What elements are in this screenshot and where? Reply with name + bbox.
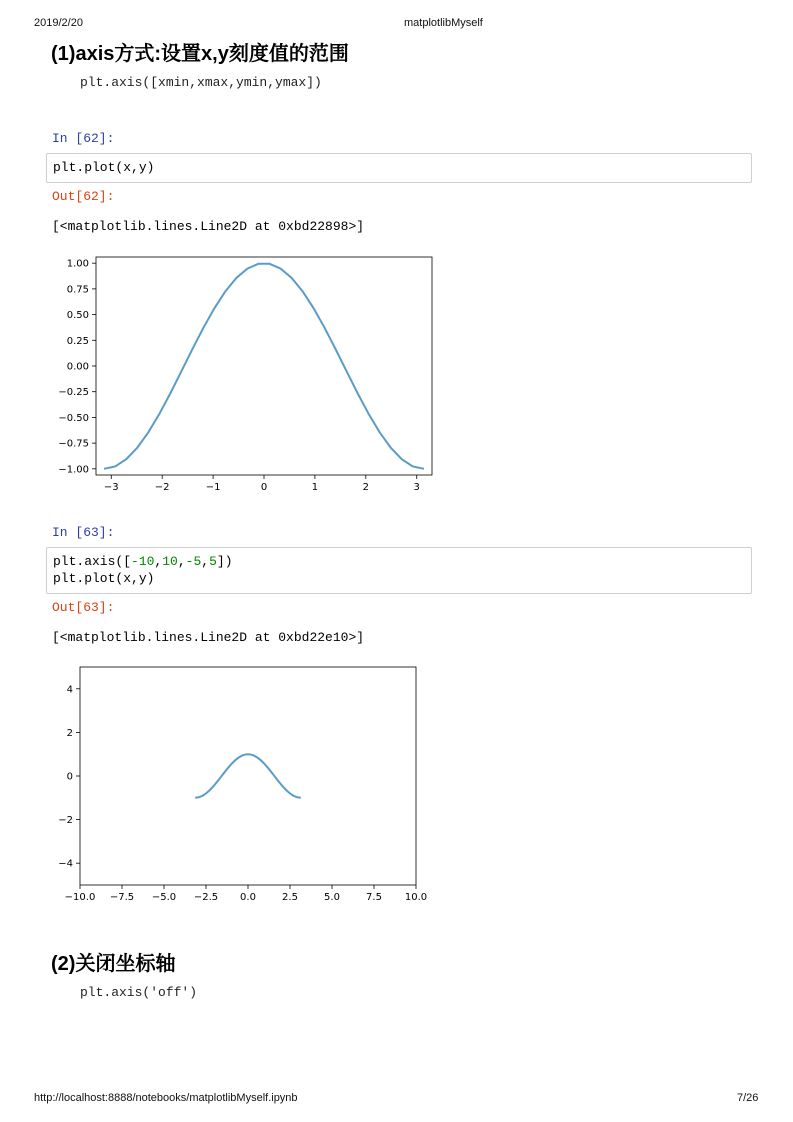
x-tick-label: 3 — [413, 482, 420, 493]
x-tick-label: −2.5 — [193, 892, 219, 903]
print-date: 2019/2/20 — [34, 17, 83, 29]
y-tick-label: −4 — [58, 858, 73, 870]
y-tick-label: 0.25 — [66, 335, 89, 347]
code-line: plt.plot(x,y) — [53, 160, 155, 175]
code-arg: -10 — [131, 554, 155, 569]
x-tick-label: −5.0 — [151, 892, 177, 903]
y-tick-label: −2 — [58, 815, 73, 827]
x-tick-label: 2 — [362, 482, 370, 493]
series-line-cos — [104, 264, 424, 469]
code-cell-62[interactable] — [46, 153, 752, 183]
x-tick-label: −3 — [103, 482, 119, 493]
print-title: matplotlibMyself — [404, 17, 483, 29]
code-arg: 10 — [162, 554, 178, 569]
x-tick-label: −2 — [154, 482, 170, 493]
x-tick-label: 0 — [260, 482, 268, 493]
y-tick-label: 4 — [66, 684, 73, 696]
y-tick-label: 2 — [66, 727, 73, 739]
y-tick-label: 0.00 — [66, 361, 89, 373]
x-tick-label: 1 — [311, 482, 319, 493]
x-tick-label: −7.5 — [109, 892, 135, 903]
y-tick-label: −1.00 — [58, 464, 89, 476]
y-tick-label: 0 — [66, 771, 73, 783]
y-tick-label: 0.50 — [66, 310, 89, 322]
axis-syntax-note: plt.axis([xmin,xmax,ymin,ymax]) — [80, 75, 322, 90]
x-tick-label: −1 — [205, 482, 221, 493]
x-tick-label: 0.0 — [240, 892, 256, 903]
plot-area-frame — [96, 257, 432, 475]
code-line-1: plt.axis([-10,10,-5,5]) plt.plot(x,y) — [53, 554, 233, 586]
section-heading-axis-range: (1)axis方式:设置x,y刻度值的范围 — [51, 43, 349, 65]
y-tick-label: −0.75 — [58, 438, 89, 450]
axis-off-note: plt.axis('off') — [80, 985, 198, 1000]
out-prompt-62: Out[62]: — [52, 189, 115, 204]
y-tick-label: −0.25 — [58, 387, 89, 399]
print-url: http://localhost:8888/notebooks/matplotlibMyself.ipynb — [34, 1092, 298, 1104]
code-cell-63[interactable] — [46, 547, 752, 594]
code-suffix: ]) — [216, 554, 233, 569]
code-arg: 5 — [209, 554, 217, 569]
chart-cos-default — [50, 250, 440, 500]
out-prompt-63: Out[63]: — [52, 600, 115, 615]
x-tick-label: 5.0 — [324, 892, 340, 903]
x-tick-label: −10.0 — [64, 892, 96, 903]
y-tick-label: 1.00 — [66, 258, 89, 270]
code-prefix: plt.axis([ — [53, 554, 132, 569]
y-tick-label: −0.50 — [58, 412, 89, 424]
code-arg: -5 — [185, 554, 202, 569]
in-prompt-62: In [62]: — [52, 131, 115, 146]
plot-area-frame — [80, 667, 416, 885]
section-heading-axis-off: (2)关闭坐标轴 — [51, 953, 176, 975]
x-tick-label: 10.0 — [404, 892, 428, 903]
y-tick-label: 0.75 — [66, 284, 89, 296]
output-result-63: [<matplotlib.lines.Line2D at 0xbd22e10>] — [52, 630, 365, 645]
x-tick-label: 2.5 — [282, 892, 298, 903]
code-line-2: plt.plot(x,y) — [53, 571, 155, 586]
series-line-cos — [195, 754, 301, 797]
in-prompt-63: In [63]: — [52, 525, 115, 540]
output-result-62: [<matplotlib.lines.Line2D at 0xbd22898>] — [52, 219, 365, 234]
chart-cos-axis-limits — [50, 660, 440, 910]
page-number: 7/26 — [737, 1092, 759, 1104]
x-tick-label: 7.5 — [366, 892, 382, 903]
